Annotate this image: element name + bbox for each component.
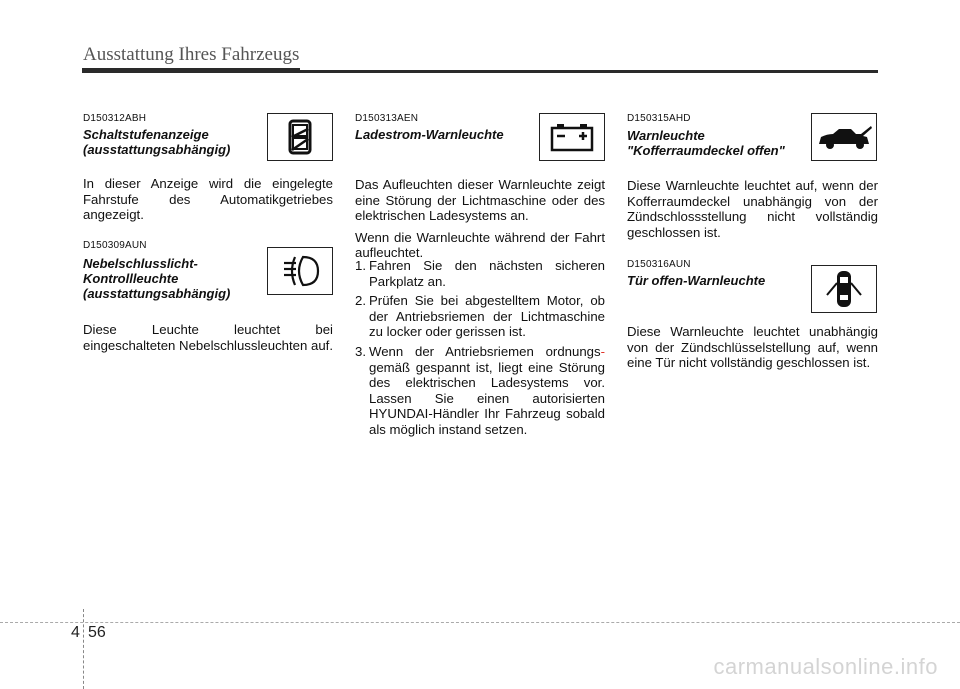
- battery-charging-warning-icon: [539, 113, 605, 161]
- heading-line: Warnleuchte: [627, 128, 705, 143]
- page-number: 56: [88, 624, 106, 641]
- door-open-icon: [811, 265, 877, 313]
- trunk-open-icon: [811, 113, 877, 161]
- footer-divider: [83, 609, 84, 689]
- list-item-number: 2.: [355, 293, 366, 309]
- section-code: D150316AUN: [627, 259, 691, 270]
- list-item: [355, 258, 605, 289]
- list-item-text: [369, 344, 605, 438]
- numbered-list: [355, 258, 605, 442]
- section-heading: Ladestrom-Warnleuchte: [355, 127, 504, 142]
- list-item: [355, 344, 605, 438]
- heading-line: (ausstattungsabhängig): [83, 142, 231, 157]
- section-body: Diese Leuchte leuchtet bei eingeschalteten Nebelschlussleuchten auf.: [83, 322, 333, 353]
- heading-line: Nebelschlusslicht-: [83, 256, 198, 271]
- watermark: carmanualsonline.info: [713, 654, 938, 679]
- section-code: D150313AEN: [355, 113, 419, 124]
- list-item-text-part: gemäß gespannt ist, liegt eine Störung des elektrischen Ladesystems vor. Lassen Sie einen autorisierten HYUNDAI-Händler Ihr Fahrzeug sobald als möglich instand setzen.: [369, 359, 605, 437]
- footer-rule: [0, 622, 960, 623]
- heading-line: Kontrollleuchte: [83, 271, 179, 286]
- section-body: Diese Warnleuchte leuchtet auf, wenn der Kofferraumdeckel unabhängig von der Zündschlossstellung nicht vollständig geschlossen ist.: [627, 178, 878, 240]
- body-paragraph: Das Aufleuchten dieser Warnleuchte zeigt eine Störung der Lichtmaschine oder des elektrischen Ladesystems an.: [355, 177, 605, 224]
- section-body: [355, 177, 605, 267]
- list-item: [355, 293, 605, 340]
- heading-line: Schaltstufenanzeige: [83, 127, 209, 142]
- list-item-text: Prüfen Sie bei abgestelltem Motor, ob der Antriebsriemen der Lichtmaschine zu locker oder gerissen ist.: [369, 293, 605, 340]
- section-heading: [627, 128, 807, 158]
- list-item-number: 3.: [355, 343, 366, 359]
- header-rule-accent: [82, 68, 300, 73]
- section-body: In dieser Anzeige wird die eingelegte Fahrstufe des Automatikgetriebes angezeigt.: [83, 176, 333, 223]
- section-heading: [83, 256, 263, 301]
- section-body: Diese Warnleuchte leuchtet unabhängig von der Zündschlüsselstellung auf, wenn eine Tür nicht vollständig geschlossen ist.: [627, 324, 878, 371]
- list-item-text-part: Wenn der Antriebsriemen ordnungs: [369, 343, 601, 359]
- heading-line: "Kofferraumdeckel offen": [627, 143, 785, 158]
- section-heading: Tür offen-Warnleuchte: [627, 273, 766, 288]
- section-code: D150312ABH: [83, 113, 147, 124]
- body-paragraph: Wenn die Warnleuchte während der Fahrt aufleuchtet.: [355, 229, 605, 261]
- list-item-text: Fahren Sie den nächsten sicheren Parkplatz an.: [369, 258, 605, 289]
- list-item-number: 1.: [355, 258, 366, 273]
- section-code: D150309AUN: [83, 240, 147, 251]
- chapter-number: 4: [71, 624, 80, 641]
- section-heading: [83, 127, 263, 157]
- hyphen-mark: -: [600, 343, 605, 359]
- gear-position-indicator-icon: [267, 113, 333, 161]
- page-header-title: Ausstattung Ihres Fahrzeugs: [83, 44, 300, 65]
- rear-fog-light-icon: [267, 247, 333, 295]
- section-code: D150315AHD: [627, 113, 691, 124]
- heading-line: (ausstattungsabhängig): [83, 286, 231, 301]
